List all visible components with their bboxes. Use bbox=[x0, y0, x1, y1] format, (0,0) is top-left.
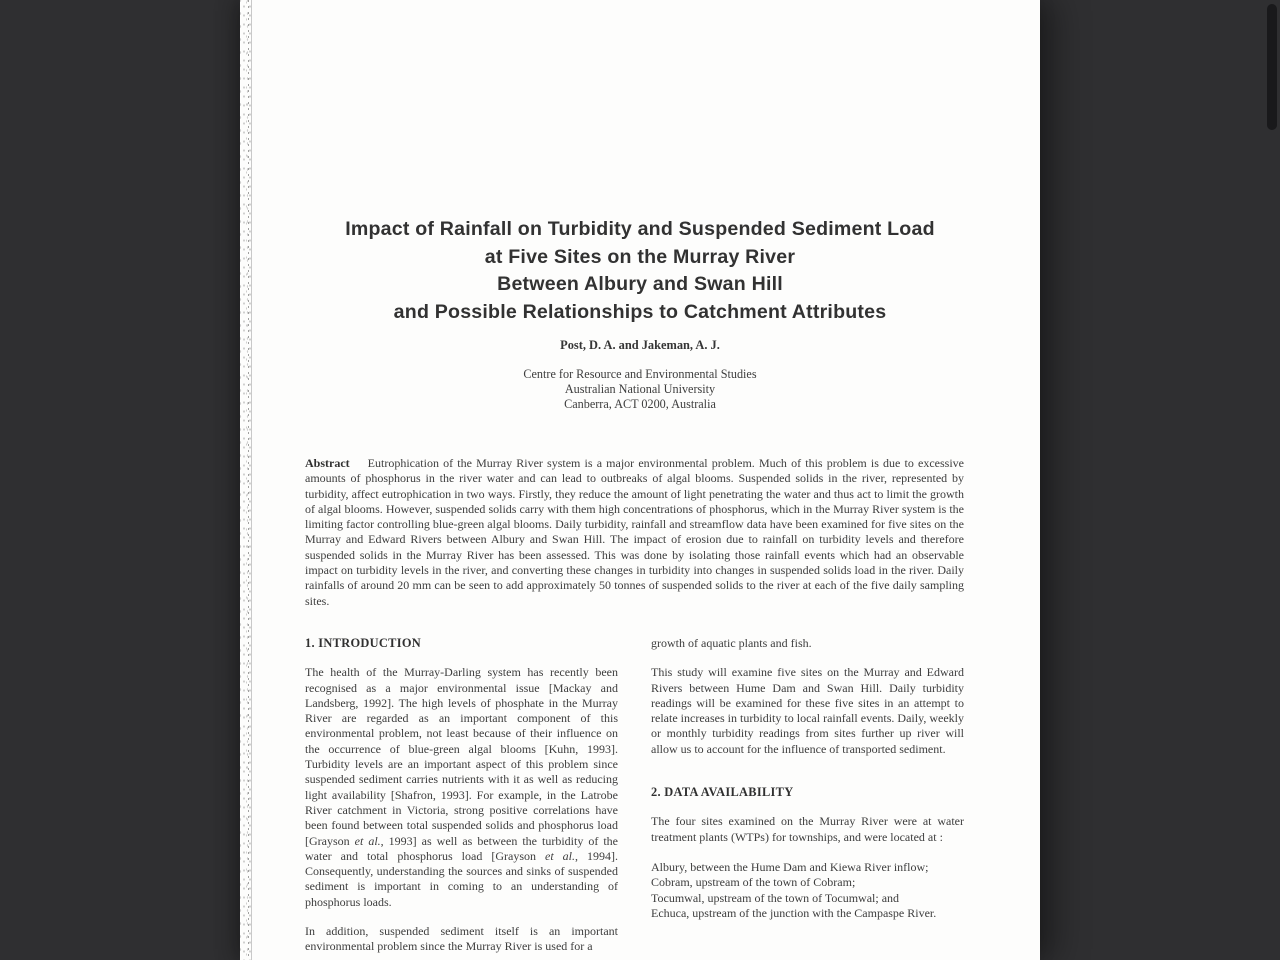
carryover-line: growth of aquatic plants and fish. bbox=[651, 636, 812, 650]
document-page bbox=[240, 0, 1040, 960]
data-availability-paragraph: The four sites examined on the Murray River were at water treatment plants (WTPs) for townships, and were located at : bbox=[651, 814, 964, 844]
study-paragraph: This study will examine five sites on the Murray and Edward Rivers between Hume Dam and Swan Hill. Daily turbidity readings will be examined for these five sites in an attempt to relate increases in turbidity to local rainfall events. Daily, weekly or monthly turbidity readings from sites further up river will allow us to account for the influence of transported sediment. bbox=[651, 665, 964, 756]
affiliation-line: Centre for Resource and Environmental Studies bbox=[523, 367, 757, 381]
affiliation-line: Australian National University bbox=[564, 382, 716, 397]
et-al-citation: et al. bbox=[545, 848, 575, 863]
right-column bbox=[651, 636, 964, 960]
site-list-item: Cobram, upstream of the town of Cobram; bbox=[651, 875, 856, 890]
intro-p1-text: , 1993] as well as between the turbidity of the water and total phosphorus load [Grayson bbox=[305, 833, 618, 863]
intro-paragraph-1 bbox=[305, 665, 618, 910]
scan-edge-artifact bbox=[240, 0, 252, 960]
paper-title-line: at Five Sites on the Murray River bbox=[484, 245, 796, 268]
abstract-label: Abstract bbox=[305, 456, 350, 470]
paper-title-line: Impact of Rainfall on Turbidity and Suspended Sediment Load bbox=[345, 218, 935, 240]
two-column-body bbox=[305, 636, 964, 960]
site-list-item: Echuca, upstream of the junction with the Campaspe River. bbox=[651, 905, 937, 920]
affiliation-block bbox=[240, 367, 1040, 413]
intro-p1-text: , 1994]. Consequently, understanding the sources and sinks of suspended sediment is important in coming to an understanding of phosphorus loads. bbox=[305, 848, 619, 909]
abstract-text: Eutrophication of the Murray River system is a major environmental problem. Much of this problem is due to excessive amounts of phosphorus in the river water and can lead to outbreaks of algal blooms. Suspended solids in the river, represented by turbidity, affect eutrophication in two ways. Firstly, they reduce the amount of light penetrating the water and thus act to limit the growth of algal blooms. However, suspended solids carry with them high concentrations of phosphorus, which in the Murray River system is the limiting factor controlling blue-green algal blooms. Daily turbidity, rainfall and streamflow data have been examined for five sites on the Murray and Edward Rivers between Albury and Swan Hill. The impact of erosion due to rainfall on turbidity levels and therefore suspended solids in the Murray River has been assessed. This was done by isolating those rainfall events which had an observable impact on turbidity levels in the river, and converting these changes in turbidity into changes in suspended solids load in the river. Daily rainfalls of around 20 mm can be seen to add approximately 50 tonnes of suspended solids to the river at each of the five daily sampling sites. bbox=[305, 456, 964, 608]
section-heading-data-availability: 2. DATA AVAILABILITY bbox=[651, 785, 794, 800]
section-heading-introduction: 1. INTRODUCTION bbox=[305, 636, 422, 650]
et-al-citation: et al. bbox=[354, 833, 381, 848]
scrollbar-thumb[interactable] bbox=[1267, 4, 1277, 130]
affiliation-line: Canberra, ACT 0200, Australia bbox=[564, 397, 716, 412]
left-column bbox=[305, 636, 618, 960]
site-list-item: Tocumwal, upstream of the town of Tocumwal; and bbox=[651, 890, 900, 905]
site-list bbox=[651, 860, 964, 921]
paper-title bbox=[240, 216, 1040, 326]
paper-title-line: and Possible Relationships to Catchment Attributes bbox=[393, 300, 887, 323]
intro-p1-text: The health of the Murray-Darling system has recently been recognised as a major environmental issue [Mackay and Landsberg, 1992]. The high levels of phosphate in the Murray River are regarded as an important component of this environmental problem, not least because of their influence on the occurrence of blue-green algal blooms [Kuhn, 1993]. Turbidity levels are an important aspect of this problem since suspended sediment carries nutrients with it as well as reducing light availability [Shafron, 1993]. For example, in the Latrobe River catchment in Victoria, strong positive correlations have been found between total suspended solids and phosphorus load [Grayson bbox=[305, 665, 618, 848]
intro-paragraph-2: In addition, suspended sediment itself is an important environmental problem since the Murray River is used for a bbox=[305, 924, 618, 954]
abstract-paragraph bbox=[305, 456, 964, 609]
site-list-item: Albury, between the Hume Dam and Kiewa River inflow; bbox=[651, 859, 929, 874]
vertical-scrollbar[interactable] bbox=[1264, 0, 1280, 960]
paper-title-line: Between Albury and Swan Hill bbox=[497, 273, 783, 295]
authors-line: Post, D. A. and Jakeman, A. J. bbox=[560, 338, 720, 352]
